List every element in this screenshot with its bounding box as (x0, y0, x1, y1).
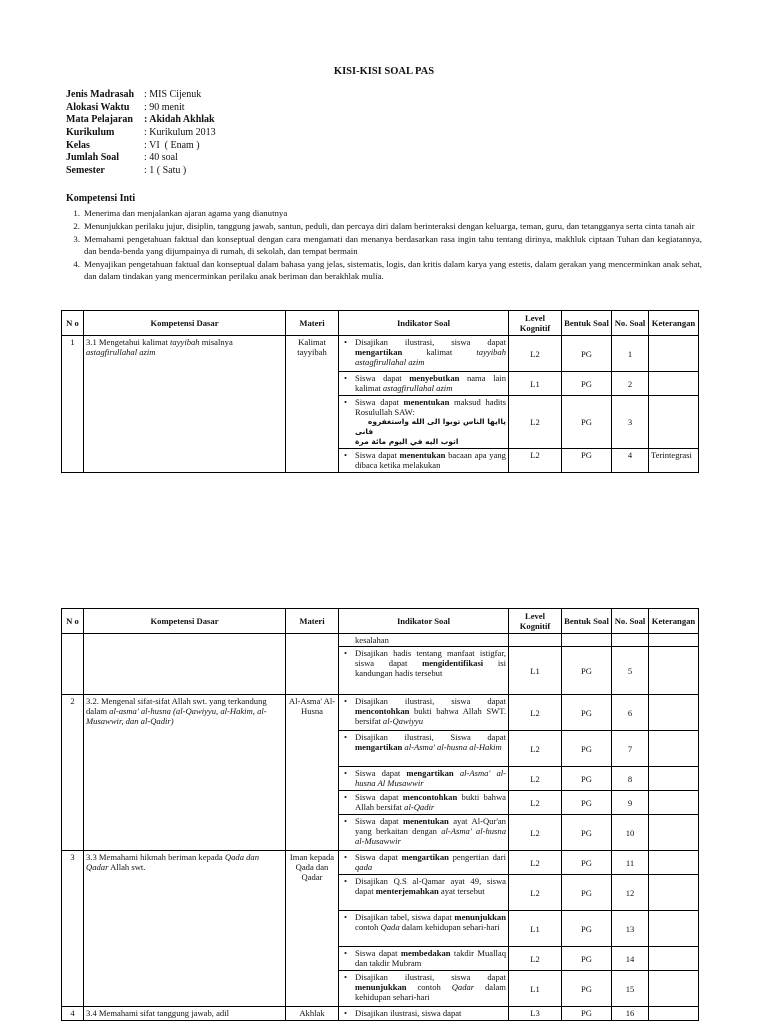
ind-text: Disajikan tabel, siswa dapat (355, 912, 455, 922)
nosoal-cell (612, 634, 649, 647)
row-no: 3 (62, 851, 84, 1007)
row-no: 2 (62, 695, 84, 851)
table-row (62, 1007, 699, 1021)
indikator-cell (339, 791, 509, 815)
bullet-icon: • (344, 792, 348, 802)
ind-italic: al-Asma' al-husna al-Hakim (404, 742, 502, 752)
list-item (66, 207, 702, 219)
list-item (66, 233, 702, 257)
bullet-icon: • (344, 948, 348, 958)
bentuk-cell: PG (562, 695, 612, 731)
kompetensi-inti-list (66, 207, 702, 283)
ket-cell (649, 396, 699, 449)
ket-cell (649, 791, 699, 815)
level-cell: L1 (509, 372, 562, 396)
col-no-header: N o (62, 609, 84, 634)
level-cell: L2 (509, 947, 562, 971)
ind-text: Disajikan hadis tentang manfaat istigfar, siswa dapat (355, 648, 506, 668)
ind-text: Siswa dapat (355, 373, 410, 383)
ind-text: isi kandungan hadis tersebut (355, 658, 506, 678)
ket-cell (649, 815, 699, 851)
ind-verb: menentukan (399, 450, 446, 460)
indikator-cell (339, 851, 509, 875)
list-text: Menunjukkan perilaku jujur, disiplin, tanggung jawab, santun, peduli, dan percaya diri dalam berinteraksi dengan keluarga, teman, guru, dan tetangganya serta cinta tanah air (84, 221, 695, 231)
indikator-cell (339, 372, 509, 396)
table-header-row (62, 311, 699, 336)
bullet-icon: • (344, 1008, 348, 1018)
bullet-icon: • (344, 816, 348, 826)
ind-text: ayat Al-Qur'an yang berkaitan dengan (355, 816, 506, 836)
ket-cell (649, 911, 699, 947)
ind-verb: mengartikan (406, 768, 454, 778)
level-cell: L2 (509, 336, 562, 372)
nosoal-cell: 15 (612, 971, 649, 1007)
nosoal-cell: 10 (612, 815, 649, 851)
bentuk-cell: PG (562, 372, 612, 396)
kd-italic: Qada dan Qadar (86, 852, 260, 872)
ind-text: Siswa dapat (355, 768, 407, 778)
kd-text: 3.3 Memahami hikmah beriman kepada (86, 852, 225, 862)
bullet-icon: • (344, 397, 348, 407)
bullet-icon: • (344, 450, 348, 460)
ind-verb: menunjukkan (355, 982, 407, 992)
ind-italic: qada (355, 862, 373, 872)
ind-verb: menentukan (402, 816, 449, 826)
bullet-icon: • (344, 768, 348, 778)
col-materi-header: Materi (286, 311, 339, 336)
kisi-kisi-table-2 (61, 608, 699, 1021)
bentuk-cell: PG (562, 947, 612, 971)
ind-italic: al-Qawiyyu (382, 716, 424, 726)
meta-row (66, 102, 216, 115)
ket-cell (649, 647, 699, 695)
ind-text: kalimat (402, 347, 477, 357)
ind-text: bacaan apa yang dibaca ketika melakukan (355, 450, 506, 470)
ind-text: Siswa dapat (355, 852, 402, 862)
ind-text: Disajikan ilustrasi, siswa dapat (355, 972, 506, 982)
ind-verb: mengartikan (355, 742, 403, 752)
ind-text: ayat tersebut (438, 886, 485, 896)
bentuk-cell: PG (562, 1007, 612, 1021)
bullet-icon: • (344, 373, 348, 383)
nosoal-cell: 1 (612, 336, 649, 372)
ind-text: Disajikan Q.S al-Qamar ayat 49, siswa dapat (355, 876, 506, 896)
ind-text: nama lain kalimat (355, 373, 506, 393)
ind-text: Disajikan ilustrasi, Siswa dapat (355, 732, 506, 742)
bullet-icon: • (344, 912, 348, 922)
ket-cell (649, 767, 699, 791)
ind-text: contoh (406, 982, 452, 992)
ind-text: bukti bahwa Allah SWT. bersifat (355, 706, 506, 726)
ket-cell (649, 851, 699, 875)
col-indikator-header: Indikator Soal (339, 609, 509, 634)
materi-cell: Akhlak (286, 1007, 339, 1021)
bentuk-cell: PG (562, 791, 612, 815)
indikator-cell (339, 971, 509, 1007)
level-cell: L2 (509, 767, 562, 791)
level-cell: L1 (509, 971, 562, 1007)
row-no: 1 (62, 336, 84, 473)
ind-text: bukti bahwa Allah bersifat (355, 792, 506, 812)
indikator-cell (339, 396, 509, 449)
level-cell: L3 (509, 1007, 562, 1021)
kd-cell (84, 634, 286, 695)
ind-text: contoh (355, 922, 381, 932)
indikator-cell (339, 647, 509, 695)
bentuk-cell: PG (562, 971, 612, 1007)
level-cell: L2 (509, 396, 562, 449)
page-title: KISI-KISI SOAL PAS (333, 66, 435, 77)
table-row (62, 695, 699, 731)
ind-verb: menyebutkan (409, 373, 460, 383)
col-nosoal-header: No. Soal (612, 311, 649, 336)
ket-cell: Terintegrasi (649, 449, 699, 473)
ind-verb: mengartikan (355, 347, 403, 357)
meta-label: Alokasi Waktu (66, 101, 130, 113)
level-cell: L2 (509, 449, 562, 473)
ind-text: Siswa dapat (355, 792, 403, 802)
meta-value: : Akidah Akhlak (144, 114, 215, 126)
exam-meta (66, 89, 216, 178)
ind-verb: mencontohkan (402, 792, 458, 802)
indikator-cell (339, 731, 509, 767)
indikator-continued: kesalahan (339, 634, 509, 647)
list-number: 3. (73, 234, 80, 244)
indikator-cell (339, 767, 509, 791)
indikator-cell (339, 911, 509, 947)
indikator-cell (339, 875, 509, 911)
indikator-cell (339, 695, 509, 731)
col-level-header: Level Kognitif (509, 311, 562, 336)
indikator-cell (339, 947, 509, 971)
bentuk-cell: PG (562, 875, 612, 911)
ket-cell (649, 336, 699, 372)
level-cell (509, 634, 562, 647)
col-bentuk-header: Bentuk Soal (562, 609, 612, 634)
col-kd-header: Kompetensi Dasar (84, 609, 286, 634)
table-row (62, 336, 699, 372)
meta-value: : 1 ( Satu ) (144, 165, 187, 177)
level-cell: L1 (509, 911, 562, 947)
ind-verb: menterjemahkan (375, 886, 439, 896)
col-ket-header: Keterangan (649, 311, 699, 336)
meta-value: : MIS Cijenuk (144, 89, 202, 100)
list-number: 2. (73, 221, 80, 231)
level-cell: L2 (509, 851, 562, 875)
ind-italic: tayyibah astagfirullahal azim (355, 347, 506, 367)
kd-text: 3.2. Mengenal sifat-sifat Allah swt. yang terkandung dalam (86, 696, 267, 716)
bentuk-cell: PG (562, 396, 612, 449)
ind-italic: astagfirullahal azim (382, 383, 453, 393)
nosoal-cell: 16 (612, 1007, 649, 1021)
ind-italic: al-Qadir (404, 802, 435, 812)
ind-verb: membedakan (400, 948, 451, 958)
ind-italic: al-Asma' al-husna Al Musawwir (355, 768, 506, 788)
meta-label: Kelas (66, 139, 90, 151)
bentuk-cell: PG (562, 911, 612, 947)
meta-value: : Kurikulum 2013 (144, 127, 216, 139)
ket-cell (649, 372, 699, 396)
materi-cell: Al-Asma' Al-Husna (286, 695, 339, 851)
indikator-cell (339, 449, 509, 473)
bentuk-cell: PG (562, 815, 612, 851)
meta-value: : 90 menit (144, 101, 185, 113)
bentuk-cell: PG (562, 731, 612, 767)
list-item (66, 220, 702, 232)
list-text: Menyajikan pengetahuan faktual dan konseptual dalam bahasa yang jelas, sistematis, logis, dan kritis dalam karya yang estetis, dalam gerakan yang mencerminkan anak sehat, dan dalam tindakan yang mencerminkan perilaku anak beriman dan berakhlak mulia. (84, 259, 702, 281)
ket-cell (649, 947, 699, 971)
kd-cell: 3.4 Memahami sifat tanggung jawab, adil (84, 1007, 286, 1021)
col-kd-header: Kompetensi Dasar (84, 311, 286, 336)
nosoal-cell: 8 (612, 767, 649, 791)
meta-row (66, 127, 216, 140)
ind-text: dalam kehidupan sehari-hari (355, 982, 506, 1002)
table-row (62, 634, 699, 647)
bentuk-cell: PG (562, 851, 612, 875)
kd-italic: al-asma' al-husna (al-Qawiyyu, al-Hakim, al-Musawwir, dan al-Qadir) (86, 706, 267, 726)
bullet-icon: • (344, 337, 348, 347)
ket-cell (649, 1007, 699, 1021)
col-bentuk-header: Bentuk Soal (562, 311, 612, 336)
ind-text: Siswa dapat (355, 450, 400, 460)
ind-verb: menentukan (403, 397, 450, 407)
meta-row (66, 140, 216, 153)
bentuk-cell (562, 634, 612, 647)
col-nosoal-header: No. Soal (612, 609, 649, 634)
meta-label: Mata Pelajaran (66, 114, 133, 126)
meta-label: Jenis Madrasah (66, 89, 135, 100)
kd-text: Allah swt. (108, 862, 146, 872)
ind-italic: al-Asma' al-husna al-Musawwir (355, 826, 506, 846)
list-number: 1. (73, 208, 80, 218)
ind-text: Disajikan ilustrasi, siswa dapat (355, 337, 506, 347)
meta-row (66, 152, 216, 165)
list-text: Memahami pengetahuan faktual dan konseptual dengan cara mengamati dan menanya berdasarkan rasa ingin tahu tentang dirinya, makhluk ciptaan Tuhan dan kegiatannya, dan benda-benda yang dijumpainya di rumah, di sekolah, dan tempat bermain (84, 234, 702, 256)
col-no-header: N o (62, 311, 84, 336)
ind-text: dalam kehidupan sehari-hari (399, 922, 500, 932)
kompetensi-inti-title: Kompetensi Inti (66, 193, 136, 204)
kisi-kisi-table-1 (61, 310, 699, 473)
nosoal-cell: 14 (612, 947, 649, 971)
kd-italic: astagfirullahal azim (86, 347, 156, 357)
kd-text: 3.1 Mengetahui kalimat (86, 337, 171, 347)
nosoal-cell: 2 (612, 372, 649, 396)
indikator-cell (339, 336, 509, 372)
bentuk-cell: PG (562, 449, 612, 473)
arabic-hadith-text: ياايها الناس توبوا الى الله واستغفروه فانى (355, 417, 506, 436)
kd-cell (84, 695, 286, 851)
ind-verb: mengidentifikasi (422, 658, 484, 668)
materi-cell: Kalimat tayyibah (286, 336, 339, 473)
meta-label: Kurikulum (66, 127, 115, 139)
list-text: Menerima dan menjalankan ajaran agama yang dianutnya (84, 208, 288, 218)
meta-label: Semester (66, 165, 105, 177)
meta-row (66, 89, 216, 102)
bentuk-cell: PG (562, 336, 612, 372)
ind-italic: Qadar (451, 982, 475, 992)
bullet-icon: • (344, 648, 348, 658)
row-no (62, 634, 84, 695)
ind-verb: mencontohkan (355, 706, 410, 716)
materi-cell (286, 634, 339, 695)
table-header-row (62, 609, 699, 634)
ind-text: takdir Muallaq dan takdir Mubram (355, 948, 506, 968)
arabic-hadith-text: اتوب اليه في اليوم مائة مرة (355, 437, 459, 446)
col-ket-header: Keterangan (649, 609, 699, 634)
bullet-icon: • (344, 876, 348, 886)
meta-row (66, 165, 216, 178)
bullet-icon: • (344, 732, 348, 742)
meta-value: : VI ( Enam ) (144, 139, 200, 151)
nosoal-cell: 4 (612, 449, 649, 473)
ind-italic: Qada (380, 922, 400, 932)
col-indikator-header: Indikator Soal (339, 311, 509, 336)
meta-value: : 40 soal (144, 152, 178, 164)
nosoal-cell: 13 (612, 911, 649, 947)
ind-verb: mengartikan (401, 852, 449, 862)
bullet-icon: • (344, 852, 348, 862)
level-cell: L2 (509, 791, 562, 815)
indikator-cell (339, 815, 509, 851)
col-level-header: Level Kognitif (509, 609, 562, 634)
nosoal-cell: 9 (612, 791, 649, 815)
nosoal-cell: 11 (612, 851, 649, 875)
ind-text: Disajikan ilustrasi, siswa dapat (355, 1008, 462, 1018)
ket-cell (649, 634, 699, 647)
ket-cell (649, 695, 699, 731)
ind-text: maksud hadits Rosulullah SAW: (355, 397, 506, 417)
nosoal-cell: 12 (612, 875, 649, 911)
kd-cell (84, 336, 286, 473)
ind-text: Siswa dapat (355, 816, 403, 826)
kd-cell (84, 851, 286, 1007)
bentuk-cell: PG (562, 647, 612, 695)
ind-verb: menunjukkan (454, 912, 506, 922)
materi-cell: Iman kepada Qada dan Qadar (286, 851, 339, 1007)
kd-italic: tayyibah (170, 337, 200, 347)
bullet-icon: • (344, 696, 348, 706)
meta-label: Jumlah Soal (66, 152, 120, 164)
col-materi-header: Materi (286, 609, 339, 634)
list-number: 4. (73, 259, 80, 269)
row-no: 4 (62, 1007, 84, 1021)
kd-text: misalnya (199, 337, 233, 347)
bentuk-cell: PG (562, 767, 612, 791)
bullet-icon: • (344, 972, 348, 982)
meta-row (66, 114, 216, 127)
ket-cell (649, 971, 699, 1007)
indikator-cell (339, 1007, 509, 1021)
ket-cell (649, 875, 699, 911)
ind-text: Siswa dapat (355, 397, 404, 407)
ind-text: Disajikan ilustrasi, siswa dapat (355, 696, 506, 706)
list-item (66, 258, 702, 282)
level-cell: L2 (509, 815, 562, 851)
nosoal-cell: 6 (612, 695, 649, 731)
level-cell: L1 (509, 647, 562, 695)
nosoal-cell: 3 (612, 396, 649, 449)
level-cell: L2 (509, 695, 562, 731)
ind-text: pengertian dari (448, 852, 506, 862)
ind-text: Siswa dapat (355, 948, 401, 958)
nosoal-cell: 7 (612, 731, 649, 767)
nosoal-cell: 5 (612, 647, 649, 695)
ket-cell (649, 731, 699, 767)
level-cell: L2 (509, 875, 562, 911)
table-row (62, 851, 699, 875)
level-cell: L2 (509, 731, 562, 767)
